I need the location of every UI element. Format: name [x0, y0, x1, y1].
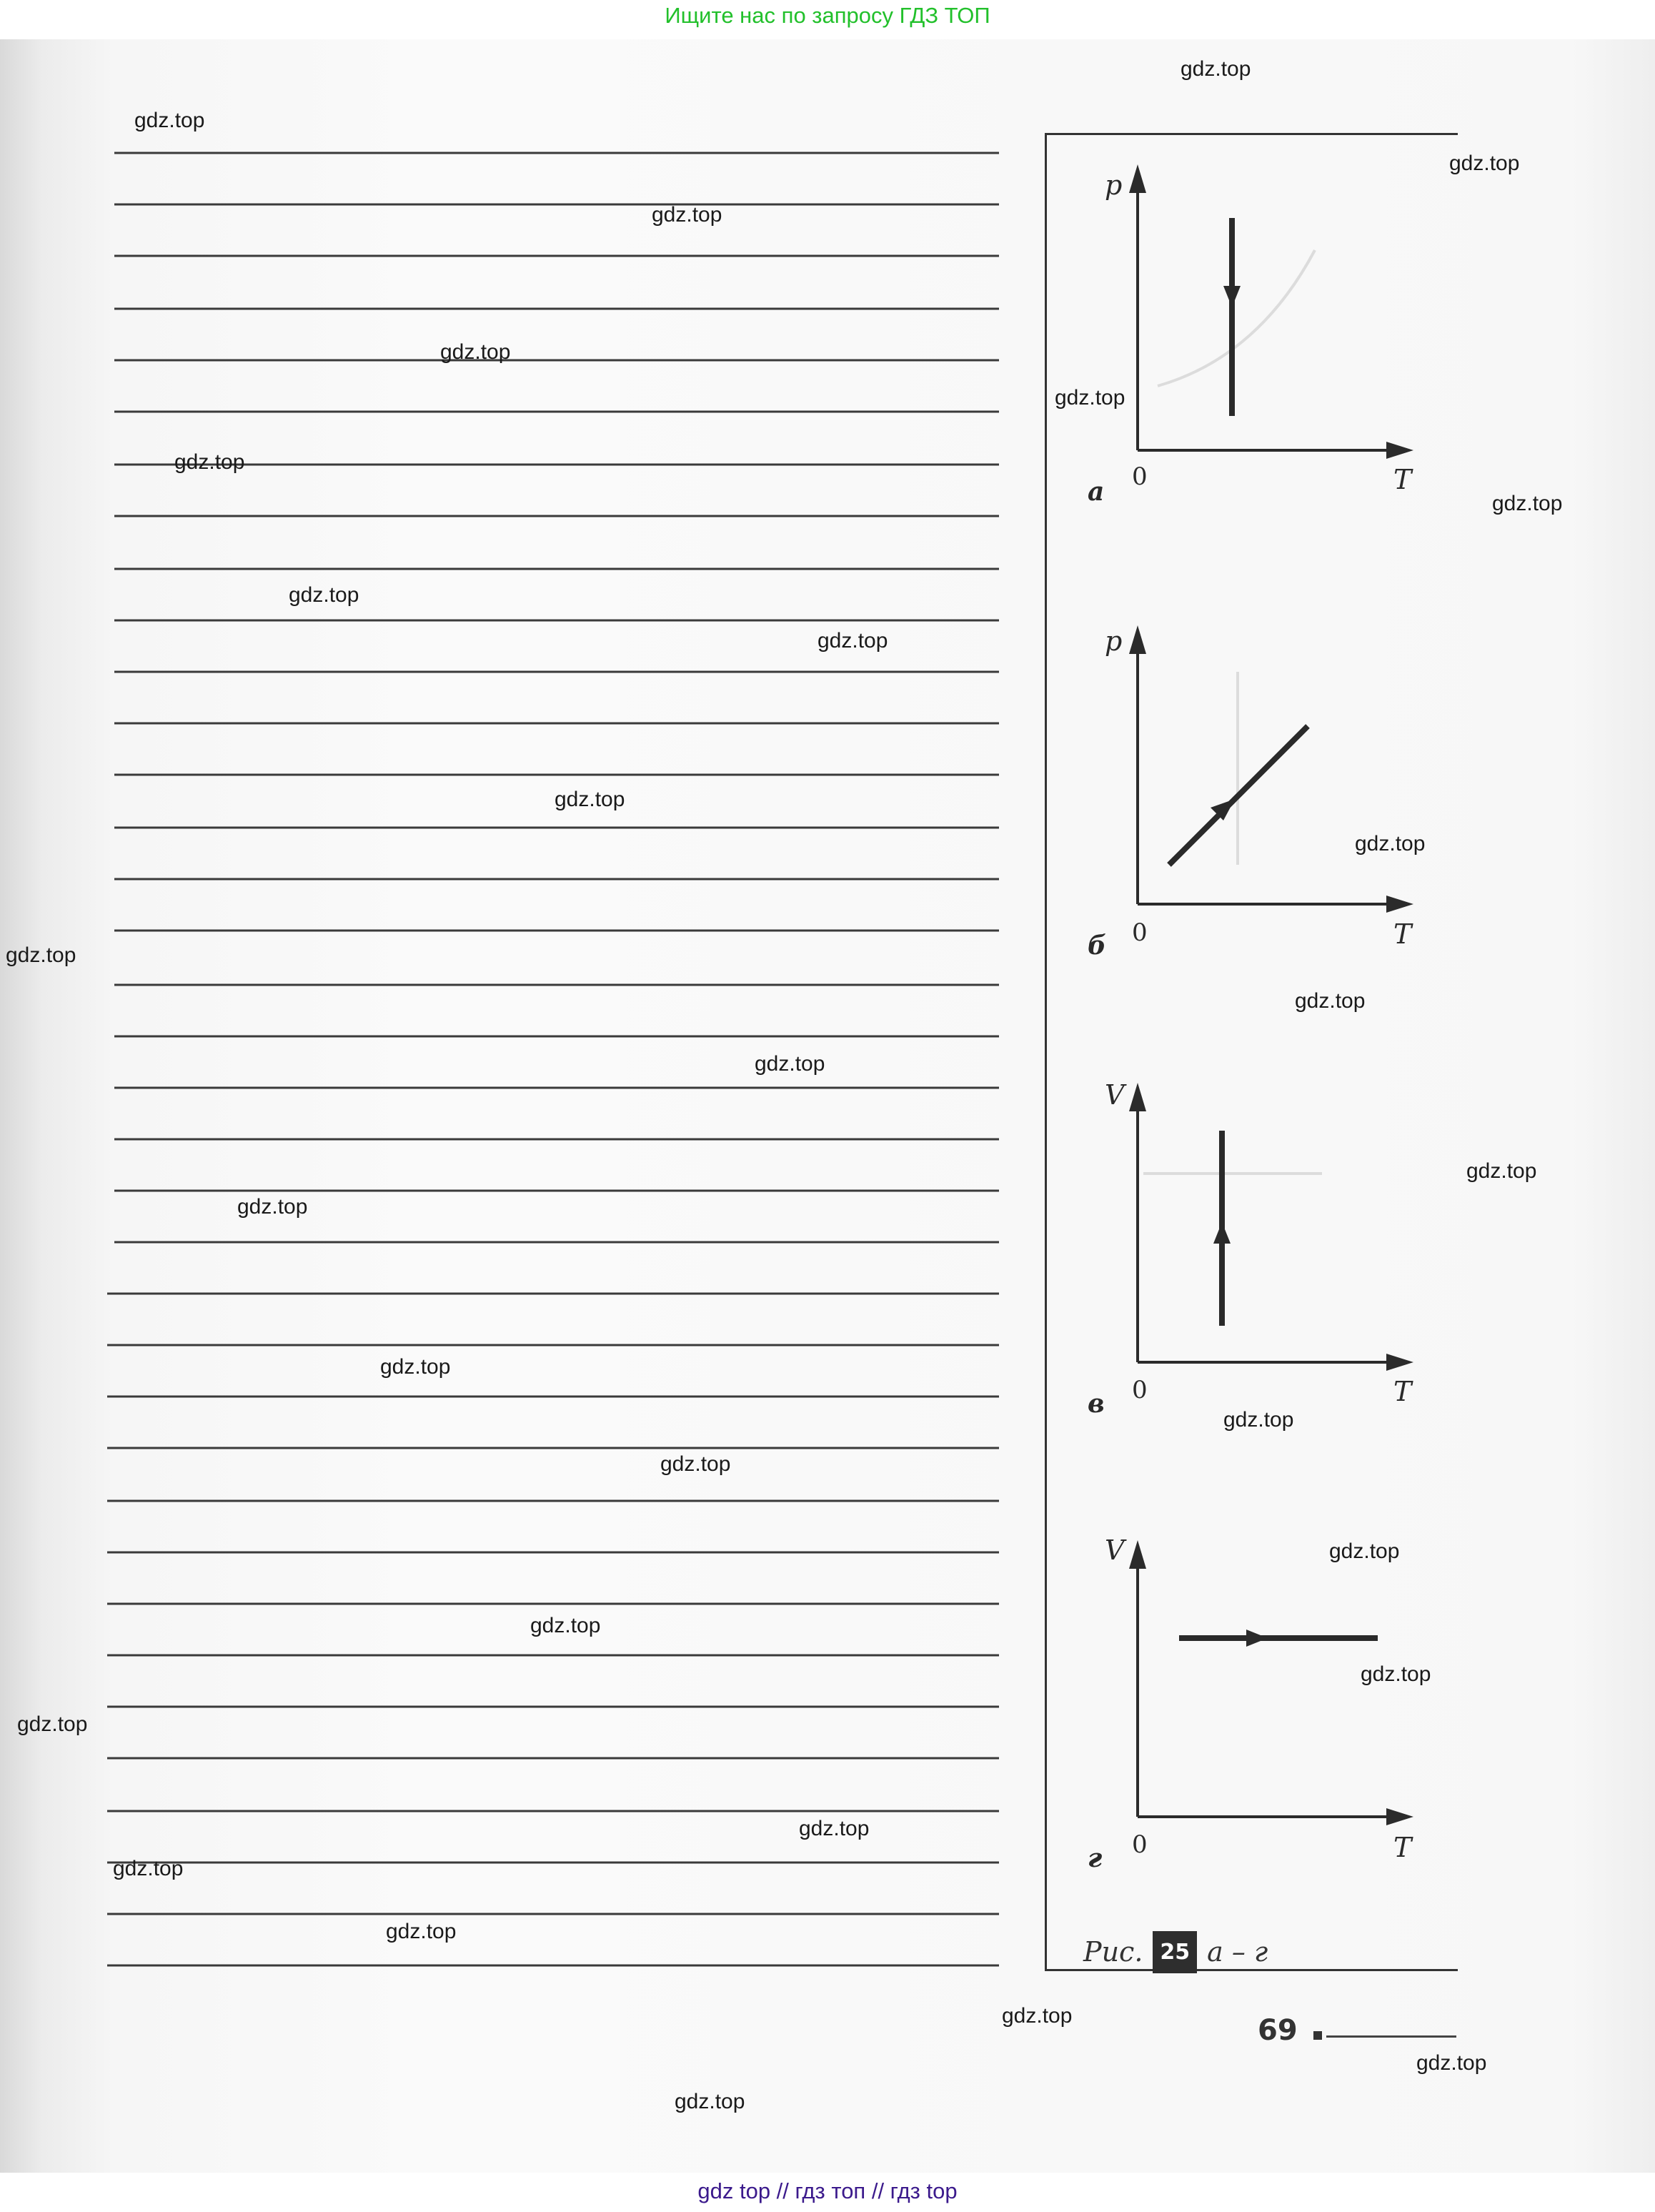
- graph-panel-a: [1088, 164, 1413, 507]
- watermark-text: gdz.top: [289, 583, 359, 607]
- watermark-text: gdz.top: [440, 340, 511, 364]
- watermark-text: gdz.top: [1002, 2004, 1073, 2028]
- watermark-text: gdz.top: [17, 1712, 88, 1736]
- watermark-text: gdz.top: [1416, 2051, 1487, 2075]
- watermark-text: gdz.top: [1449, 152, 1520, 175]
- watermark-text: gdz.top: [1492, 492, 1563, 515]
- panel-label-b: б: [1088, 931, 1106, 961]
- origin-label-d: 0: [1132, 1830, 1148, 1859]
- figure-caption: [1083, 1933, 1268, 1970]
- page-number: 69: [1258, 2014, 1298, 2047]
- watermark-text: gdz.top: [530, 1614, 601, 1637]
- page-number-rule: [1326, 2035, 1456, 2038]
- y-axis-label-a: p: [1105, 169, 1123, 201]
- caption-prefix: Рис.: [1083, 1936, 1143, 1968]
- watermark-text: gdz.top: [113, 1857, 184, 1880]
- x-axis-label-c: T: [1393, 1376, 1412, 1407]
- watermark-text: gdz.top: [1466, 1159, 1537, 1183]
- watermark-text: gdz.top: [1329, 1539, 1400, 1563]
- graph-panel-d: [1088, 1534, 1413, 1873]
- origin-label-c: 0: [1132, 1376, 1148, 1404]
- graph-panel-b: [1088, 625, 1413, 961]
- x-axis-label-d: T: [1393, 1832, 1412, 1863]
- watermark-text: gdz.top: [755, 1052, 825, 1076]
- origin-label-b: 0: [1132, 918, 1148, 947]
- origin-label-a: 0: [1132, 462, 1148, 491]
- watermark-text: gdz.top: [174, 450, 245, 474]
- figure-number-badge: 25: [1153, 1931, 1197, 1973]
- caption-suffix: а – г: [1207, 1936, 1268, 1968]
- watermark-text: gdz.top: [675, 2090, 745, 2113]
- process-arrow-d: [1246, 1630, 1268, 1647]
- watermark-text: gdz.top: [1181, 57, 1251, 81]
- watermark-text: gdz.top: [380, 1355, 451, 1379]
- x-axis-label-b: T: [1393, 918, 1412, 950]
- y-axis-label-c: V: [1105, 1079, 1125, 1111]
- watermark-text: gdz.top: [660, 1452, 731, 1476]
- top-banner: Ищите нас по запросу ГДЗ ТОП: [665, 3, 990, 28]
- watermark-text: gdz.top: [237, 1195, 308, 1219]
- watermark-text: gdz.top: [6, 943, 76, 967]
- process-arrow-a: [1223, 286, 1241, 307]
- page-number-marker: [1313, 2031, 1322, 2040]
- y-axis-label-d: V: [1105, 1534, 1125, 1566]
- watermark-text: gdz.top: [386, 1920, 457, 1943]
- panel-label-a: а: [1088, 477, 1105, 507]
- watermark-text: gdz.top: [134, 109, 205, 132]
- watermark-text: gdz.top: [1355, 832, 1426, 855]
- x-axis-label-a: T: [1393, 464, 1412, 495]
- watermark-text: gdz.top: [555, 788, 625, 811]
- y-axis-label-b: p: [1105, 625, 1123, 657]
- watermark-text: gdz.top: [1361, 1662, 1431, 1686]
- watermark-text: gdz.top: [799, 1817, 870, 1840]
- panel-label-d: г: [1088, 1843, 1103, 1873]
- graph-panel-c: [1088, 1079, 1413, 1419]
- process-arrow-c: [1213, 1222, 1231, 1244]
- watermark-text: gdz.top: [1223, 1408, 1294, 1432]
- watermark-text: gdz.top: [817, 629, 888, 653]
- panel-label-c: в: [1088, 1389, 1105, 1419]
- watermark-text: gdz.top: [1055, 386, 1125, 410]
- watermark-text: gdz.top: [1295, 989, 1366, 1013]
- bottom-banner: gdz top // гдз топ // гдз top: [697, 2178, 958, 2203]
- watermark-text: gdz.top: [652, 203, 722, 227]
